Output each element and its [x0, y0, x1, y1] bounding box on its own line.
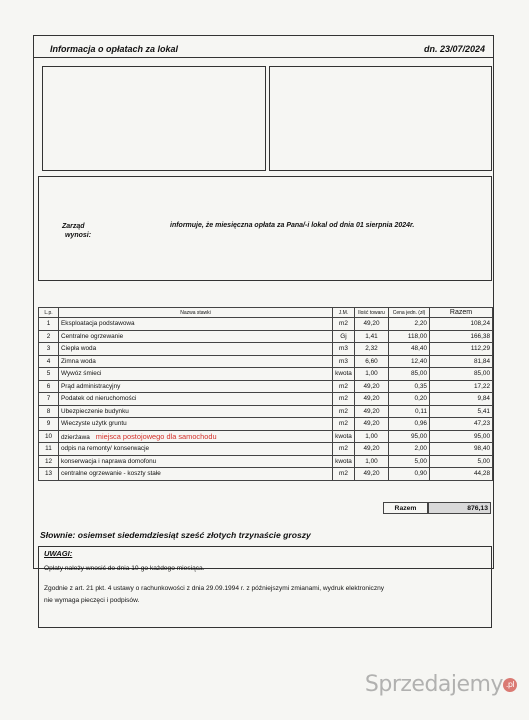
cell-total: 166,38	[430, 330, 493, 343]
cell-unit: m2	[333, 380, 355, 393]
table-row	[39, 368, 493, 381]
cell-price: 0,96	[389, 418, 430, 431]
watermark-text: Sprzedajemy	[364, 672, 503, 697]
cell-name-text: dzierżawa	[61, 433, 90, 441]
cell-total: 108,24	[430, 318, 493, 331]
cell-price: 0,11	[389, 405, 430, 418]
notes-line-3: nie wymaga pieczęci i podpisów.	[44, 597, 140, 604]
cell-qty: 49,20	[355, 393, 389, 406]
address-box-right	[269, 66, 492, 171]
cell-name: Prąd administracyjny	[59, 380, 333, 393]
cell-name: konserwacja i naprawa domofonu	[59, 455, 333, 468]
zarzad-label	[62, 222, 91, 240]
sum-label: Razem	[383, 502, 428, 514]
cell-price: 2,00	[389, 443, 430, 456]
table-row	[39, 405, 493, 418]
table-row	[39, 380, 493, 393]
cell-qty: 49,20	[355, 380, 389, 393]
cell-qty: 49,20	[355, 468, 389, 481]
cell-lp: 6	[39, 380, 59, 393]
cell-name	[59, 430, 333, 443]
table-row	[39, 455, 493, 468]
cell-lp: 2	[39, 330, 59, 343]
cell-unit: m2	[333, 393, 355, 406]
notes-title: UWAGI:	[44, 549, 73, 558]
cell-lp: 5	[39, 368, 59, 381]
table-row	[39, 330, 493, 343]
table-row	[39, 468, 493, 481]
cell-qty: 49,20	[355, 405, 389, 418]
cell-unit: Gj	[333, 330, 355, 343]
address-box-left	[42, 66, 266, 171]
col-header-price: Cena jedn. (zł)	[389, 308, 430, 318]
cell-price: 48,40	[389, 343, 430, 356]
cell-name: Wywóz śmieci	[59, 368, 333, 381]
cell-name: Eksploatacja podstawowa	[59, 318, 333, 331]
cell-lp: 11	[39, 443, 59, 456]
cell-unit: kwota	[333, 368, 355, 381]
cell-unit: m2	[333, 443, 355, 456]
header-divider	[33, 57, 494, 58]
cell-lp: 8	[39, 405, 59, 418]
cell-total: 47,23	[430, 418, 493, 431]
cell-qty: 1,41	[355, 330, 389, 343]
fees-table	[38, 307, 493, 481]
cell-name: odpis na remonty/ konserwacje	[59, 443, 333, 456]
cell-unit: m2	[333, 418, 355, 431]
cell-total: 81,84	[430, 355, 493, 368]
sum-value: 876,13	[428, 502, 491, 514]
cell-total: 5,41	[430, 405, 493, 418]
watermark	[365, 672, 517, 697]
cell-lp: 3	[39, 343, 59, 356]
table-row	[39, 318, 493, 331]
cell-lp: 10	[39, 430, 59, 443]
cell-qty: 6,60	[355, 355, 389, 368]
cell-name: centralne ogrzewanie - koszty stałe	[59, 468, 333, 481]
cell-unit: m2	[333, 468, 355, 481]
col-header-qty: Ilość towaru	[355, 308, 389, 318]
cell-name: Podatek od nieruchomości	[59, 393, 333, 406]
table-row	[39, 393, 493, 406]
col-header-unit: J.M.	[333, 308, 355, 318]
cell-qty: 49,20	[355, 443, 389, 456]
cell-total: 44,28	[430, 468, 493, 481]
watermark-badge: .pl	[503, 678, 517, 692]
cell-price: 0,20	[389, 393, 430, 406]
document-date: dn. 23/07/2024	[423, 44, 485, 54]
cell-total: 98,40	[430, 443, 493, 456]
cell-qty: 49,20	[355, 318, 389, 331]
table-row	[39, 343, 493, 356]
cell-qty: 2,32	[355, 343, 389, 356]
table-row	[39, 443, 493, 456]
cell-total: 112,29	[430, 343, 493, 356]
cell-name: Centralne ogrzewanie	[59, 330, 333, 343]
cell-lp: 13	[39, 468, 59, 481]
cell-qty: 49,20	[355, 418, 389, 431]
table-row	[39, 418, 493, 431]
cell-name: Ciepła woda	[59, 343, 333, 356]
table-row	[39, 430, 493, 443]
cell-total: 9,84	[430, 393, 493, 406]
cell-price: 85,00	[389, 368, 430, 381]
amount-in-words: Słownie: osiemset siedemdziesiąt sześć złotych trzynaście groszy	[40, 530, 311, 540]
cell-name: Wieczyste użytk gruntu	[59, 418, 333, 431]
cell-total: 5,00	[430, 455, 493, 468]
cell-name: Zimna woda	[59, 355, 333, 368]
cell-price: 5,00	[389, 455, 430, 468]
cell-unit: m2	[333, 318, 355, 331]
cell-price: 0,90	[389, 468, 430, 481]
zarzad-label-line1: Zarząd	[62, 223, 85, 230]
cell-name: Ubezpieczenie budynku	[59, 405, 333, 418]
col-header-total: Razem	[430, 308, 493, 318]
cell-lp: 1	[39, 318, 59, 331]
cell-total: 85,00	[430, 368, 493, 381]
cell-lp: 7	[39, 393, 59, 406]
cell-total: 95,00	[430, 430, 493, 443]
cell-qty: 1,00	[355, 368, 389, 381]
cell-unit: kwota	[333, 430, 355, 443]
cell-unit: m3	[333, 355, 355, 368]
col-header-name: Nazwa stawki	[59, 308, 333, 318]
cell-unit: m2	[333, 405, 355, 418]
notes-line-2: Zgodnie z art. 21 pkt. 4 ustawy o rachunkowości z dnia 29.09.1994 r. z późniejszymi zmianami, wydruk elektroniczny	[44, 585, 385, 592]
handwritten-note: miejsca postojowego dla samochodu	[95, 431, 217, 441]
cell-lp: 12	[39, 455, 59, 468]
cell-price: 12,40	[389, 355, 430, 368]
cell-unit: kwota	[333, 455, 355, 468]
cell-unit: m3	[333, 343, 355, 356]
document-title: Informacja o opłatach za lokal	[50, 44, 179, 54]
table-row	[39, 355, 493, 368]
cell-price: 118,00	[389, 330, 430, 343]
cell-lp: 9	[39, 418, 59, 431]
cell-qty: 1,00	[355, 455, 389, 468]
zarzad-label-line2: wynosi:	[65, 232, 92, 239]
table-header-row	[39, 308, 493, 318]
cell-price: 0,35	[389, 380, 430, 393]
cell-price: 95,00	[389, 430, 430, 443]
cell-total: 17,22	[430, 380, 493, 393]
notes-line-1: Opłaty należy wnosić do dnia 10-go każdego miesiąca.	[44, 565, 205, 572]
table-body	[39, 318, 493, 481]
cell-lp: 4	[39, 355, 59, 368]
col-header-lp: L.p.	[39, 308, 59, 318]
cell-price: 2,20	[389, 318, 430, 331]
cell-qty: 1,00	[355, 430, 389, 443]
info-text: informuje, że miesięczna opłata za Pana/-i lokal od dnia 01 sierpnia 2024r.	[170, 222, 415, 229]
